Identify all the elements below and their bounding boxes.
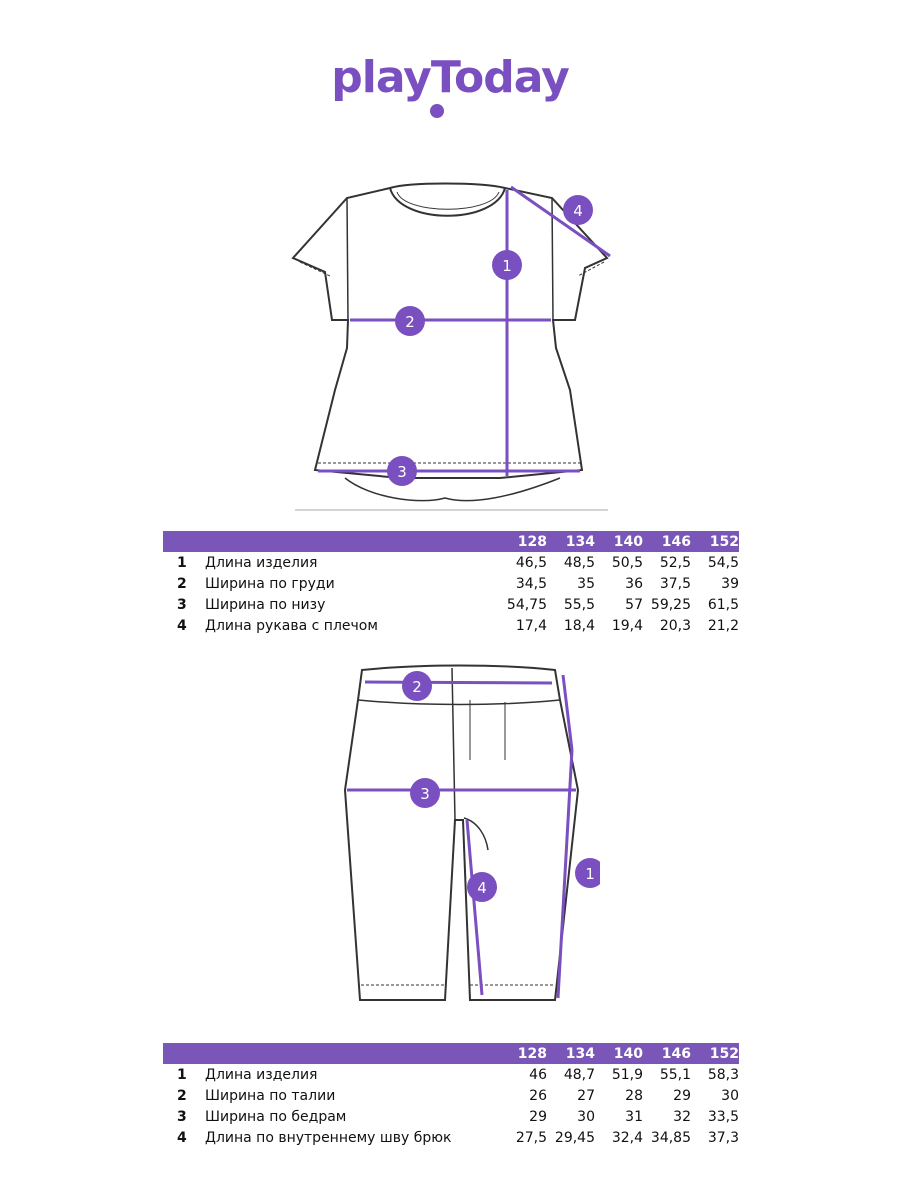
value-cell: 30 <box>577 1108 595 1125</box>
value-cell: 20,3 <box>659 617 691 634</box>
value-cell: 35 <box>577 575 595 592</box>
value-cell: 32 <box>673 1108 691 1125</box>
size-128: 128 <box>517 533 547 550</box>
size-134: 134 <box>565 1045 595 1062</box>
table-row <box>163 1085 739 1106</box>
value-cell: 34,5 <box>515 575 547 592</box>
row-number: 2 <box>177 575 187 592</box>
value-cell: 52,5 <box>659 554 691 571</box>
pants-sketch <box>340 660 600 1010</box>
value-cell: 29 <box>673 1087 691 1104</box>
value-cell: 36 <box>625 575 643 592</box>
pants-table-header <box>163 1043 739 1064</box>
value-cell: 48,5 <box>563 554 595 571</box>
size-146: 146 <box>661 1045 691 1062</box>
value-cell: 54,75 <box>506 596 547 613</box>
value-cell: 55,5 <box>563 596 595 613</box>
shirt-marker-1-label: 1 <box>502 257 512 275</box>
size-152: 152 <box>709 533 739 550</box>
row-number: 4 <box>177 617 187 634</box>
shirt-sketch <box>280 175 620 515</box>
shirt-marker-3-label: 3 <box>397 463 407 481</box>
value-cell: 30 <box>721 1087 739 1104</box>
value-cell: 50,5 <box>611 554 643 571</box>
value-cell: 27 <box>577 1087 595 1104</box>
row-number: 3 <box>177 1108 187 1125</box>
value-cell: 46,5 <box>515 554 547 571</box>
value-cell: 48,7 <box>563 1066 595 1083</box>
value-cell: 27,5 <box>515 1129 547 1146</box>
value-cell: 19,4 <box>611 617 643 634</box>
size-134: 134 <box>565 533 595 550</box>
pants-marker-1-label: 1 <box>585 865 595 883</box>
row-number: 2 <box>177 1087 187 1104</box>
row-label: Ширина по низу <box>205 596 326 613</box>
size-146: 146 <box>661 533 691 550</box>
row-label: Длина рукава с плечом <box>205 617 378 634</box>
value-cell: 59,25 <box>650 596 691 613</box>
value-cell: 55,1 <box>659 1066 691 1083</box>
row-number: 1 <box>177 1066 187 1083</box>
value-cell: 32,4 <box>611 1129 643 1146</box>
pants-marker-2-label: 2 <box>412 678 422 696</box>
shirt-table-header <box>163 531 739 552</box>
value-cell: 39 <box>721 575 739 592</box>
table-row <box>163 573 739 594</box>
value-cell: 37,5 <box>659 575 691 592</box>
row-number: 1 <box>177 554 187 571</box>
table-row <box>163 594 739 615</box>
shirt-marker-4-label: 4 <box>573 202 583 220</box>
value-cell: 51,9 <box>611 1066 643 1083</box>
value-cell: 34,85 <box>650 1129 691 1146</box>
brand-logo: playToday <box>331 52 569 103</box>
pants-marker-4-label: 4 <box>477 879 487 897</box>
value-cell: 26 <box>529 1087 547 1104</box>
value-cell: 18,4 <box>563 617 595 634</box>
table-row <box>163 1064 739 1085</box>
value-cell: 17,4 <box>515 617 547 634</box>
row-label: Ширина по талии <box>205 1087 336 1104</box>
row-label: Длина по внутреннему шву брюк <box>205 1129 452 1146</box>
table-row <box>163 552 739 573</box>
row-number: 3 <box>177 596 187 613</box>
value-cell: 28 <box>625 1087 643 1104</box>
row-label: Длина изделия <box>205 1066 318 1083</box>
logo-dot <box>430 104 444 118</box>
row-label: Ширина по груди <box>205 575 335 592</box>
table-row <box>163 615 739 636</box>
value-cell: 46 <box>529 1066 547 1083</box>
value-cell: 33,5 <box>707 1108 739 1125</box>
value-cell: 29 <box>529 1108 547 1125</box>
size-152: 152 <box>709 1045 739 1062</box>
value-cell: 21,2 <box>707 617 739 634</box>
table-row <box>163 1106 739 1127</box>
size-140: 140 <box>613 1045 643 1062</box>
row-number: 4 <box>177 1129 187 1146</box>
value-cell: 29,45 <box>554 1129 595 1146</box>
shirt-size-table <box>163 531 739 636</box>
value-cell: 61,5 <box>707 596 739 613</box>
row-label: Ширина по бедрам <box>205 1108 347 1125</box>
value-cell: 58,3 <box>707 1066 739 1083</box>
table-row <box>163 1127 739 1148</box>
size-140: 140 <box>613 533 643 550</box>
shirt-marker-2-label: 2 <box>405 313 415 331</box>
value-cell: 54,5 <box>707 554 739 571</box>
value-cell: 37,3 <box>707 1129 739 1146</box>
value-cell: 57 <box>625 596 643 613</box>
pants-size-table <box>163 1043 739 1148</box>
value-cell: 31 <box>625 1108 643 1125</box>
row-label: Длина изделия <box>205 554 318 571</box>
size-128: 128 <box>517 1045 547 1062</box>
pants-marker-3-label: 3 <box>420 785 430 803</box>
